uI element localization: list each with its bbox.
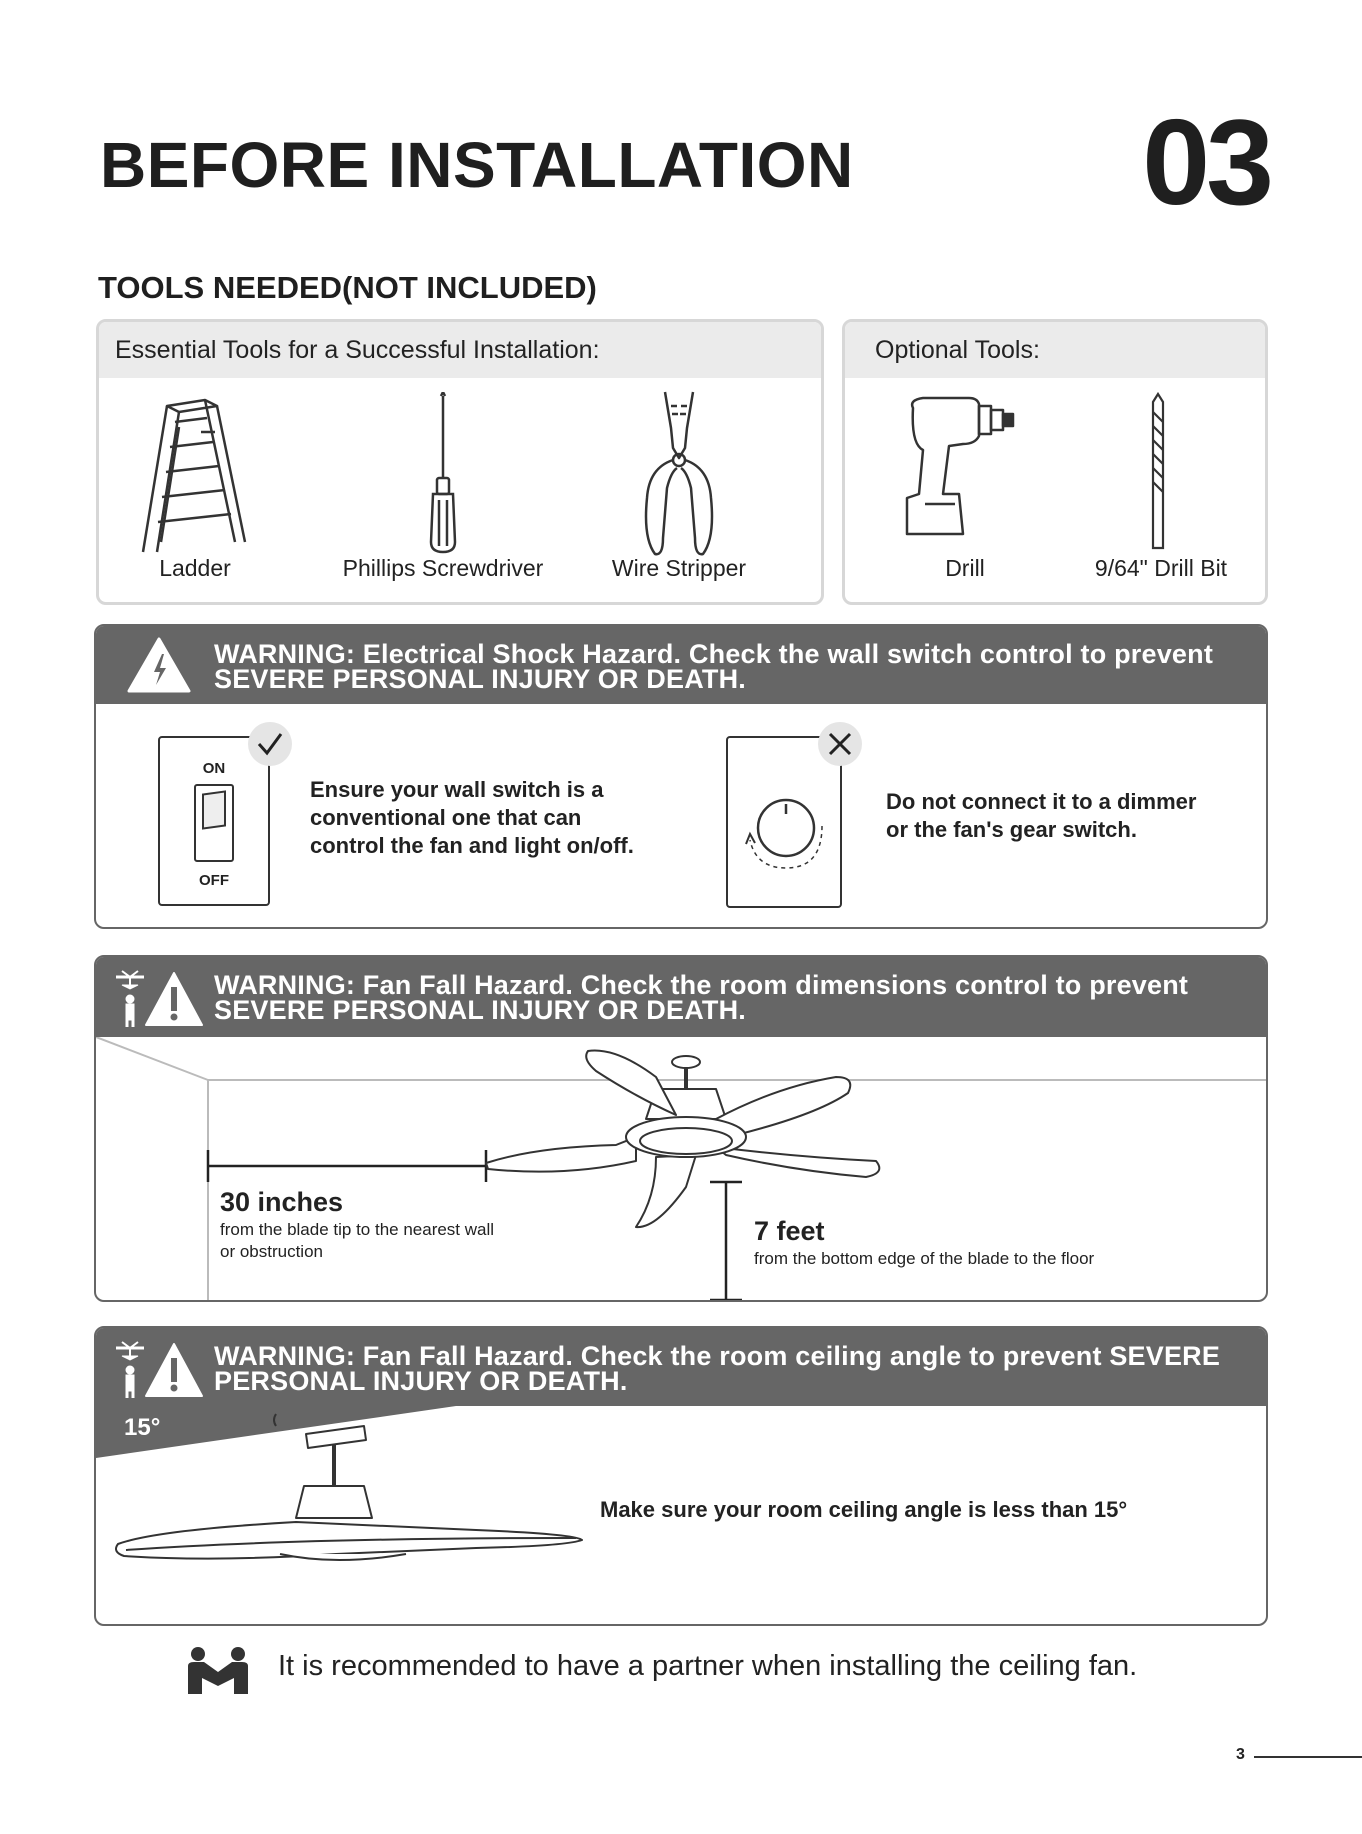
optional-tools-title: Optional Tools: [845, 322, 1265, 378]
angle-instruction: Make sure your room ceiling angle is less than 15° [600, 1497, 1128, 1522]
dimensions-warning-line1: WARNING: Fan Fall Hazard. Check the room dimensions control to prevent [214, 970, 1189, 1000]
page-number-rule [1254, 1756, 1362, 1758]
tool-label-ladder: Ladder [159, 555, 231, 581]
fan-fall-hazard-icon [114, 969, 204, 1029]
switch-off-label: OFF [199, 872, 229, 889]
partner-recommendation: It is recommended to have a partner when installing the ceiling fan. [278, 1650, 1138, 1682]
floor-distance-value: 7 feet [754, 1216, 825, 1246]
wire-stripper-icon [639, 388, 719, 558]
switch-toggle [194, 784, 234, 862]
check-icon [248, 722, 292, 766]
wall-distance-description: from the blade tip to the nearest wall or obstruction [220, 1220, 495, 1261]
angle-warning-banner [96, 1328, 1266, 1406]
dimensions-warning-box [94, 955, 1268, 1302]
section-number: 03 [1142, 94, 1270, 230]
drill-bit-icon [1147, 392, 1169, 552]
essential-tools-box [96, 319, 824, 605]
wall-distance-value: 30 inches [220, 1187, 344, 1217]
floor-distance-description: from the bottom edge of the blade to the floor [754, 1249, 1095, 1268]
cross-icon [818, 722, 862, 766]
essential-tools-title: Essential Tools for a Successful Installation: [99, 322, 821, 378]
page-number: 3 [1236, 1746, 1245, 1763]
page-title: BEFORE INSTALLATION [100, 129, 854, 201]
screwdriver-icon [425, 392, 461, 557]
partner-icon [186, 1646, 250, 1694]
tool-label-drill-bit: 9/64" Drill Bit [1094, 555, 1228, 581]
tool-label-drill: Drill [945, 555, 985, 581]
dimensions-warning-line2: SEVERE PERSONAL INJURY OR DEATH. [214, 995, 747, 1025]
fan-fall-hazard-icon [114, 1340, 204, 1400]
angle-value: 15° [124, 1414, 161, 1441]
tool-label-screwdriver: Phillips Screwdriver [342, 555, 544, 581]
electrical-warning-box [94, 624, 1268, 929]
angle-warning-box [94, 1326, 1268, 1626]
angle-warning-line1: WARNING: Fan Fall Hazard. Check the room ceiling angle to prevent SEVERE [214, 1341, 1221, 1371]
tools-heading: TOOLS NEEDED(NOT INCLUDED) [98, 270, 597, 305]
electrical-warning-line2: SEVERE PERSONAL INJURY OR DEATH. [214, 664, 747, 694]
angle-warning-line2: PERSONAL INJURY OR DEATH. [214, 1366, 628, 1396]
tool-label-wire-stripper: Wire Stripper [611, 555, 747, 581]
optional-tools-box [842, 319, 1268, 605]
electrical-hazard-icon [126, 636, 192, 694]
switch-do-text: Ensure your wall switch is a conventional one that can control the fan and light on/off. [310, 777, 634, 858]
dimensions-warning-banner [96, 957, 1266, 1037]
drill-icon [903, 394, 1033, 544]
electrical-warning-banner [96, 626, 1266, 704]
electrical-warning-line1: WARNING: Electrical Shock Hazard. Check the wall switch control to prevent [214, 639, 1214, 669]
dimmer-dont-text: Do not connect it to a dimmer or the fan's gear switch. [886, 789, 1197, 842]
ladder-icon [139, 392, 249, 557]
switch-on-label: ON [202, 760, 226, 777]
